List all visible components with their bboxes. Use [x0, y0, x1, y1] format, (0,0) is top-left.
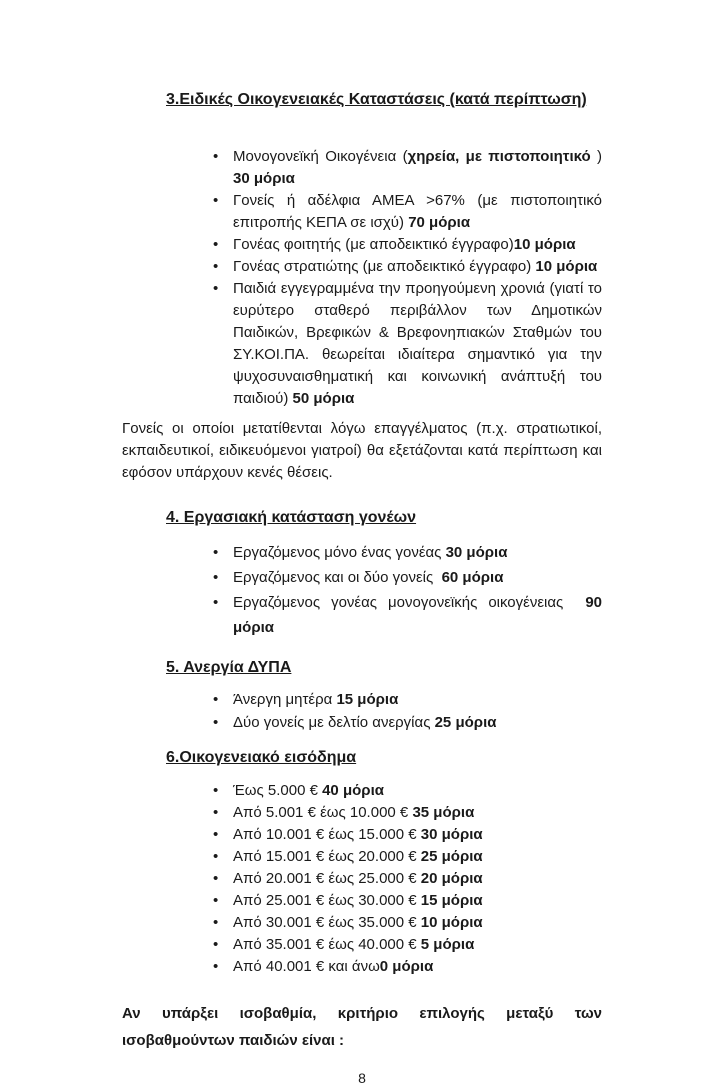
text-run: 50 μόρια — [292, 390, 355, 407]
transfer-parents-paragraph: Γονείς οι οποίοι μετατίθενται λόγω επαγγέλματος (π.χ. στρατιωτικοί, εκπαιδευτικοί, ειδικευόμενοι γιατροί) θα εξετάζονται κατά περίπτωση και εφόσον υπάρχουν κενές θέσεις. — [122, 420, 602, 481]
text-run: 40 μόρια — [322, 782, 384, 799]
text-run: Γονείς ή αδέλφια ΑΜΕΑ >67% (με πιστοποιητικό επιτροπής ΚΕΠΑ σε ισχύ) — [233, 192, 602, 231]
tiebreak-paragraph: Αν υπάρξει ισοβαθμία, κριτήριο επιλογής μεταξύ των ισοβαθμούντων παιδιών είναι : — [122, 1005, 602, 1049]
section-3-list — [122, 146, 602, 410]
list-item — [233, 934, 602, 956]
text-run: Από 15.001 € έως 20.000 € — [233, 848, 421, 865]
list-item — [233, 278, 602, 410]
text-run: Παιδιά εγγεγραμμένα την προηγούμενη χρονιά (γιατί το ευρύτερο σταθερό περιβάλλον των Δημοτικών Παιδικών, Βρεφικών & Βρεφονηπιακών Σταθμών του ΣΥ.ΚΟΙ.ΠΑ. θεωρείται ιδιαίτερα σημαντικό για την ψυχοσυναισθηματική και κοινωνική ανάπτυξή του παιδιού) — [233, 280, 602, 407]
section-3-heading: 3.Ειδικές Οικογενειακές Καταστάσεις (κατά περίπτωση) — [166, 91, 587, 108]
text-run: 25 μόρια — [434, 714, 497, 731]
page-number: 8 — [358, 1070, 366, 1086]
list-item — [233, 190, 602, 234]
text-run: χηρεία, με πιστοποιητικό — [407, 148, 591, 165]
text-run: 15 μόρια — [420, 892, 483, 909]
list-item — [233, 590, 602, 640]
list-item — [233, 540, 602, 565]
text-run: 60 μόρια — [441, 569, 504, 586]
text-run: 10 μόρια — [420, 914, 483, 931]
list-item — [233, 868, 602, 890]
list-item — [233, 846, 602, 868]
text-run: Έως 5.000 € — [233, 782, 323, 799]
text-run: 20 μόρια — [420, 870, 483, 887]
section-6-heading: 6.Οικογενειακό εισόδημα — [166, 749, 357, 766]
section-4-heading: 4. Εργασιακή κατάσταση γονέων — [166, 509, 417, 526]
list-item — [233, 711, 602, 734]
list-item — [233, 912, 602, 934]
text-run: Από 5.001 € έως 10.000 € — [233, 804, 413, 821]
list-item — [233, 234, 602, 256]
text-run: Εργαζόμενος γονέας μονογονεϊκής οικογένειας — [233, 594, 586, 611]
text-run: Από 10.001 € έως 15.000 € — [233, 826, 421, 843]
text-run: Από 35.001 € έως 40.000 € — [233, 936, 421, 953]
list-item — [233, 780, 602, 802]
text-run: Άνεργη μητέρα — [233, 691, 337, 708]
text-run: Δύο γονείς με δελτίο ανεργίας — [233, 714, 435, 731]
text-run: 35 μόρια — [412, 804, 475, 821]
section-5-heading: 5. Ανεργία ΔΥΠΑ — [166, 659, 292, 676]
text-run: Εργαζόμενος μόνο ένας γονέας — [233, 544, 446, 561]
text-run: Μονογονεϊκή Οικογένεια ( — [233, 148, 408, 165]
text-run: Γονέας φοιτητής (με αποδεικτικό έγγραφο) — [233, 236, 514, 253]
section-5-list — [122, 688, 602, 734]
text-run: 5 μόρια — [420, 936, 475, 953]
section-4-list — [122, 540, 602, 640]
text-run: 10 μόρια — [535, 258, 598, 275]
text-run: 30 μόρια — [233, 170, 295, 187]
text-run: 10 μόρια — [513, 236, 576, 253]
text-run: Γονέας στρατιώτης (με αποδεικτικό έγγραφο) — [233, 258, 536, 275]
list-item — [233, 956, 602, 978]
section-6-list — [122, 780, 602, 978]
text-run: 0 μόρια — [379, 958, 434, 975]
list-item — [233, 688, 602, 711]
list-item — [233, 890, 602, 912]
list-item — [233, 256, 602, 278]
text-run: Από 20.001 € έως 25.000 € — [233, 870, 421, 887]
text-run: 70 μόρια — [408, 214, 471, 231]
text-run: ) — [590, 148, 602, 165]
list-item — [233, 824, 602, 846]
text-run: Από 30.001 € έως 35.000 € — [233, 914, 421, 931]
text-run: 25 μόρια — [420, 848, 483, 865]
text-run: 30 μόρια — [445, 544, 508, 561]
text-run: 15 μόρια — [336, 691, 399, 708]
text-run: 30 μόρια — [420, 826, 483, 843]
text-run: Από 40.001 € και άνω — [233, 958, 380, 975]
list-item — [233, 565, 602, 590]
text-run: Από 25.001 € έως 30.000 € — [233, 892, 421, 909]
text-run: Εργαζόμενος και οι δύο γονείς — [233, 569, 442, 586]
text-run: 90 μόρια — [233, 594, 602, 636]
list-item — [233, 802, 602, 824]
list-item — [233, 146, 602, 190]
